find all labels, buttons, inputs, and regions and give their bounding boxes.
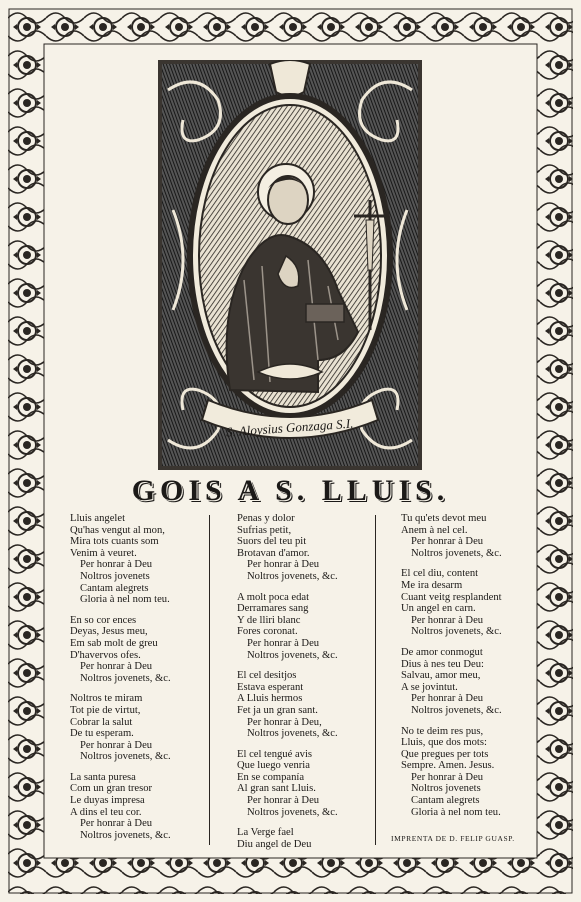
verse-column-3 [401, 513, 541, 818]
verse-line: Anem à nel cel. [401, 524, 468, 536]
verse-line: El cel tengué avis [237, 748, 313, 760]
verse-line: D'havervos ofes. [70, 649, 141, 661]
verse-line: Per honrar à Deu, [247, 716, 322, 728]
verse-line: Per honrar à Deu [411, 614, 484, 626]
verse-line: Y de lliri blanc [237, 614, 301, 626]
stanza-gap [237, 740, 377, 749]
verse-line: El cel desitjos [237, 670, 297, 682]
verse-line: Em sab molt de greu [70, 637, 158, 649]
verse-line: Suors del teu pit [237, 536, 307, 548]
verse-line: Estava esperant [237, 681, 304, 693]
verse-line: De tu esperam. [70, 728, 134, 740]
verse-line: Un angel en carn. [401, 603, 476, 615]
verse-line: A molt poca edat [237, 591, 310, 603]
verse-line: Noltros jovenets, &c. [247, 570, 338, 582]
stanza-gap [70, 606, 210, 615]
verse-line: Salvau, amor meu, [401, 670, 481, 682]
verse-line: Brotavan d'amor. [237, 547, 310, 559]
verse-line: Venim à veuret. [70, 547, 137, 559]
verse-line: Noltros jovenets, &c. [247, 728, 338, 740]
stanza-gap [401, 559, 541, 568]
verse-line: Noltros jovenets, &c. [411, 704, 502, 716]
verse-line: Noltros jovenets, &c. [80, 829, 171, 841]
verse-line: Noltros te miram [70, 693, 143, 705]
verse-line: Per honrar à Deu [411, 771, 484, 783]
page-title: GOIS A S. LLUIS. [131, 474, 450, 507]
verse-line: Tot pie de virtut, [70, 704, 141, 716]
verse-line: Que luego venria [237, 760, 310, 772]
verse-line: Fores coronat. [237, 626, 298, 638]
verse-line: Me ira desarm [401, 579, 463, 591]
verse-line: Diu angel de Deu [237, 838, 312, 850]
verse-line: Penas y dolor [237, 513, 295, 524]
verse-column-2 [237, 513, 377, 850]
verse-line: Al gran sant Lluis. [237, 783, 316, 795]
verse-line: Per honrar à Deu [247, 559, 320, 571]
verse-line: A dins el teu cor. [70, 806, 142, 818]
verse-line: Per honrar à Deu [411, 536, 484, 548]
verse-line: Qu'has vengut al mon, [70, 524, 165, 536]
verse-line: Noltros jovenets, &c. [247, 806, 338, 818]
verse-line: Per honrar à Deu [80, 818, 153, 830]
verse-line: Lluis angelet [70, 513, 126, 524]
verse-line: Noltros jovenets, &c. [411, 547, 502, 559]
stanza-gap [401, 717, 541, 726]
verse-line: Noltros jovenets [80, 570, 150, 582]
verse-line: Cuant veitg resplandent [401, 591, 502, 603]
verse-line: En so cor ences [70, 614, 137, 626]
verse-line: Sempre. Amen. Jesus. [401, 760, 495, 772]
verse-column-1 [70, 513, 210, 841]
image-caption: S. Aloysius Gonzaga S.I. [225, 415, 354, 440]
verse-line: Tu qu'ets devot meu [401, 513, 487, 524]
verse-line: Cobrar la salut [70, 716, 133, 728]
verse-line: Lluis, que dos mots: [401, 737, 487, 749]
verse-line: Mira tots cuants som [70, 536, 159, 548]
verse-line: Gloria à nel nom teu. [80, 594, 170, 606]
verse-line: Noltros jovenets, &c. [411, 626, 502, 638]
verse-line: El cel diu, content [401, 568, 479, 580]
verse-line: Per honrar à Deu [247, 795, 320, 807]
verse-line: Cantam alegrets [411, 795, 480, 807]
stanza-gap [401, 638, 541, 647]
stanza-gap [70, 763, 210, 772]
verse-line: La santa puresa [70, 771, 136, 783]
verse-line: Sufrias petit, [237, 524, 292, 536]
shell-crest [270, 60, 310, 96]
verse-line: Per honrar à Deu [80, 559, 153, 571]
verse-line: Que pregues per tots [401, 748, 489, 760]
stanza-gap [237, 661, 377, 670]
verse-line: Deyas, Jesus meu, [70, 626, 148, 638]
book [306, 304, 344, 322]
verse-line: No te deim res pus, [401, 725, 484, 737]
verse-line: Per honrar à Deu [80, 739, 153, 751]
verse-line: Derramares sang [237, 603, 309, 615]
verse-line: Per honrar à Deu [80, 661, 153, 673]
verse-line: Gloria à nel nom teu. [411, 806, 501, 818]
verse-line: Noltros jovenets, &c. [80, 751, 171, 763]
verse-line: Cantam alegrets [80, 582, 149, 594]
verse-line: En se companía [237, 771, 305, 783]
verse-line: Noltros jovenets, &c. [247, 649, 338, 661]
verse-line: Le duyas impresa [70, 795, 145, 807]
verse-line: A se jovintut. [401, 681, 458, 693]
verse-line: Dius à nes teu Deu: [401, 658, 484, 670]
stanza-gap [237, 583, 377, 592]
stanza-gap [70, 684, 210, 693]
stanza-gap [237, 818, 377, 827]
verse-line: Per honrar à Deu [411, 693, 484, 705]
verse-line: A Lluis hermos [237, 693, 303, 705]
verse-line: Noltros jovenets, &c. [80, 672, 171, 684]
imprint-line: IMPRENTA DE D. FELIP GUASP. [391, 834, 515, 843]
verse-line: Per honrar à Deu [247, 637, 320, 649]
verse-line: Fet ja un gran sant. [237, 704, 318, 716]
verse-line: De amor conmogut [401, 646, 483, 658]
verse-line: Com un gran tresor [70, 783, 153, 795]
verse-line: La Verge fael [237, 827, 294, 839]
verse-line: Noltros jovenets [411, 783, 481, 795]
saint-woodcut-image [158, 60, 422, 470]
